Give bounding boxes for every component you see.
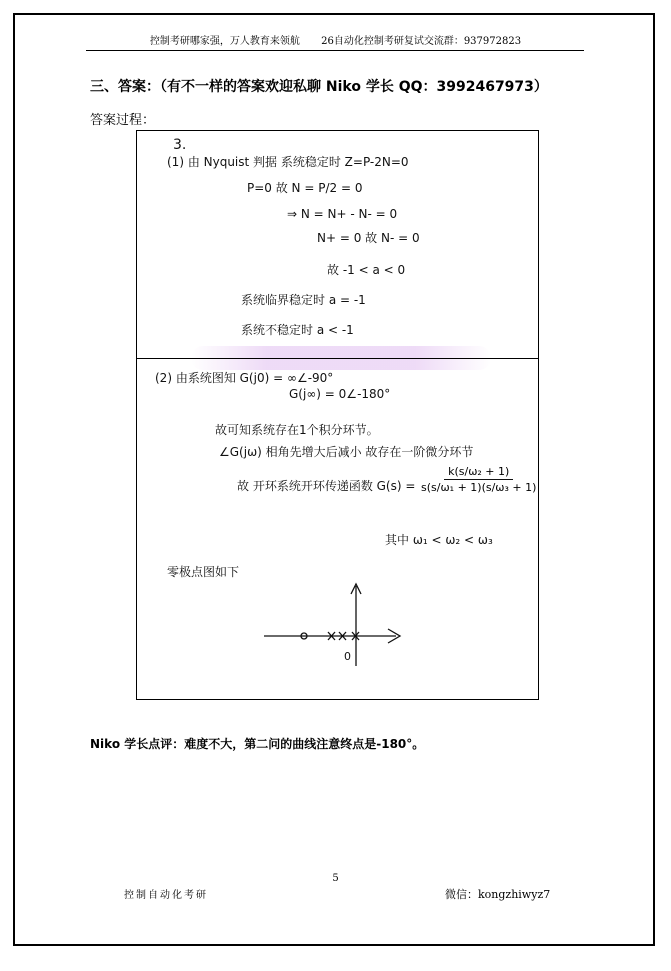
handwriting-line: N+ = 0 故 N- = 0 <box>317 231 420 245</box>
handwriting-line: 零极点图如下 <box>167 565 240 579</box>
header-right-text: 26自动化控制考研复试交流群：937972823 <box>321 36 522 47</box>
reviewer-comment: Niko 学长点评：难度不大，第二问的曲线注意终点是-180°。 <box>90 737 425 751</box>
transfer-function-fraction <box>421 465 536 494</box>
fraction-numerator: k(s/ω₂ + 1) <box>444 465 513 480</box>
page-header <box>0 32 671 47</box>
fraction-denominator: s(s/ω₁ + 1)(s/ω₃ + 1) <box>421 481 537 494</box>
section-title: 三、答案：（有不一样的答案欢迎私聊 Niko 学长 QQ：3992467973） <box>90 79 548 95</box>
footer-right-text: 微信：kongzhiwyz7 <box>445 888 551 901</box>
handwriting-line: 系统临界稳定时 a = -1 <box>241 293 366 307</box>
handwriting-line: 系统不稳定时 a < -1 <box>241 323 354 337</box>
handwriting-line: (2) 由系统图知 G(j0) = ∞∠-90° <box>155 371 334 385</box>
handwriting-line: 故 开环系统开环传递函数 G(s) = <box>237 479 416 493</box>
handwriting-line: 故可知系统存在1个积分环节。 <box>215 423 379 437</box>
header-rule <box>86 50 584 51</box>
pole-zero-plot <box>258 580 408 670</box>
page-number: 5 <box>332 873 339 884</box>
section-divider <box>137 358 538 359</box>
origin-label: 0 <box>344 650 351 663</box>
handwriting-line: 故 -1 < a < 0 <box>327 263 406 277</box>
handwriting-line: ∠G(jω) 相角先增大后减小 故存在一阶微分环节 <box>219 445 474 459</box>
header-left-text: 控制考研哪家强，万人教育来领航 <box>149 36 300 47</box>
handwriting-line: (1) 由 Nyquist 判据 系统稳定时 Z=P-2N=0 <box>167 155 409 169</box>
footer-left-text: 控制自动化考研 <box>124 890 208 901</box>
process-label: 答案过程： <box>90 113 156 128</box>
handwriting-line: G(j∞) = 0∠-180° <box>289 387 391 401</box>
handwriting-problem-number: 3. <box>173 137 187 153</box>
handwriting-line: ⇒ N = N+ - N- = 0 <box>287 207 398 221</box>
handwriting-line: P=0 故 N = P/2 = 0 <box>247 181 363 195</box>
handwriting-line: 其中 ω₁ < ω₂ < ω₃ <box>385 533 493 547</box>
